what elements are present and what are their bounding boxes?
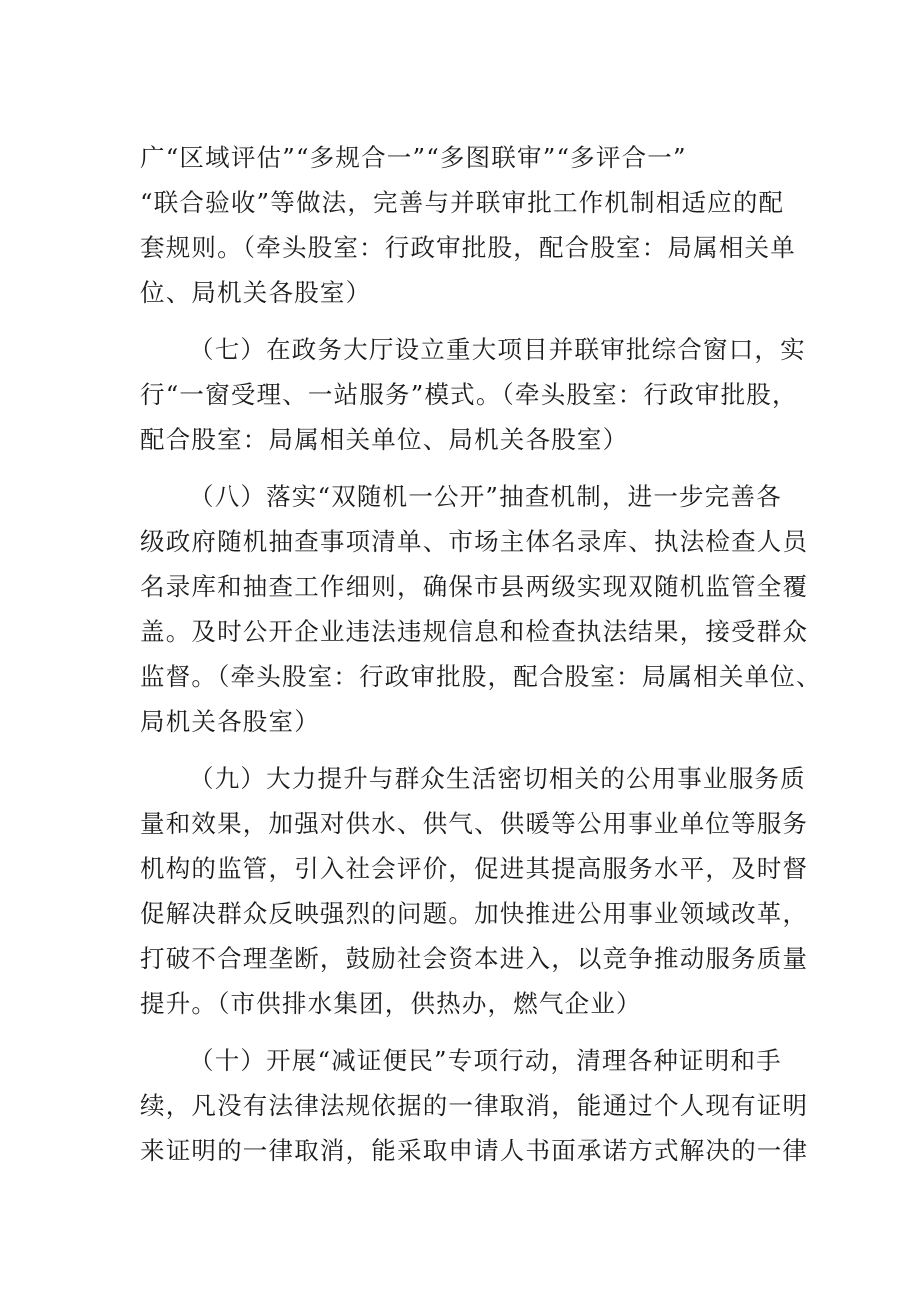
text-line: 盖。及时公开企业违法违规信息和检查执法结果，接受群众	[140, 617, 809, 646]
text-line: 机构的监管，引入社会评价，促进其提高服务水平，及时督	[140, 854, 809, 883]
text-line: 级政府随机抽查事项清单、市场主体名录库、执法检查人员	[140, 527, 809, 556]
paragraph-p-continuation	[140, 135, 796, 315]
text-line: 量和效果，加强对供水、供气、供暖等公用事业单位等服务	[140, 809, 809, 838]
text-line: 名录库和抽查工作细则，确保市县两级实现双随机监管全覆	[140, 572, 809, 601]
text-line: 配合股室：局属相关单位、局机关各股室）	[140, 425, 629, 454]
paragraph-p-9	[140, 756, 809, 1026]
text-line: 促解决群众反映强烈的问题。加快推进公用事业领域改革，	[140, 899, 809, 928]
text-line: 行“一窗受理、一站服务”模式。（牵头股室：行政审批股，	[140, 380, 798, 409]
text-line: “联合验收”等做法，完善与并联审批工作机制相适应的配	[140, 188, 785, 217]
text-line: 广“区域评估”“多规合一”“多图联审”“多评合一”	[140, 143, 687, 172]
text-line: 监督。（牵头股室：行政审批股，配合股室：局属相关单位、	[140, 662, 822, 691]
text-line: （九）大力提升与群众生活密切相关的公用事业服务质	[189, 764, 806, 793]
text-line: 套规则。（牵头股室：行政审批股，配合股室：局属相关单	[140, 233, 796, 262]
text-line: 位、局机关各股室）	[140, 278, 372, 307]
document-page	[140, 135, 822, 1185]
text-line: 打破不合理垄断，鼓励社会资本进入，以竞争推动服务质量	[140, 944, 809, 973]
paragraph-p-10	[140, 1038, 809, 1173]
text-line: （八）落实“双随机一公开”抽查机制，进一步完善各	[189, 482, 782, 511]
text-line: （十）开展“减证便民”专项行动，清理各种证明和手	[189, 1046, 782, 1075]
paragraph-p-8	[140, 474, 822, 744]
text-line: 来证明的一律取消，能采取申请人书面承诺方式解决的一律	[140, 1136, 809, 1165]
paragraph-p-7	[140, 327, 806, 462]
text-line: （七）在政务大厅设立重大项目并联审批综合窗口，实	[189, 335, 806, 364]
text-line: 续，凡没有法律法规依据的一律取消，能通过个人现有证明	[140, 1091, 809, 1120]
text-line: 局机关各股室）	[140, 707, 320, 736]
text-line: 提升。（市供排水集团，供热办，燃气企业）	[140, 989, 642, 1018]
